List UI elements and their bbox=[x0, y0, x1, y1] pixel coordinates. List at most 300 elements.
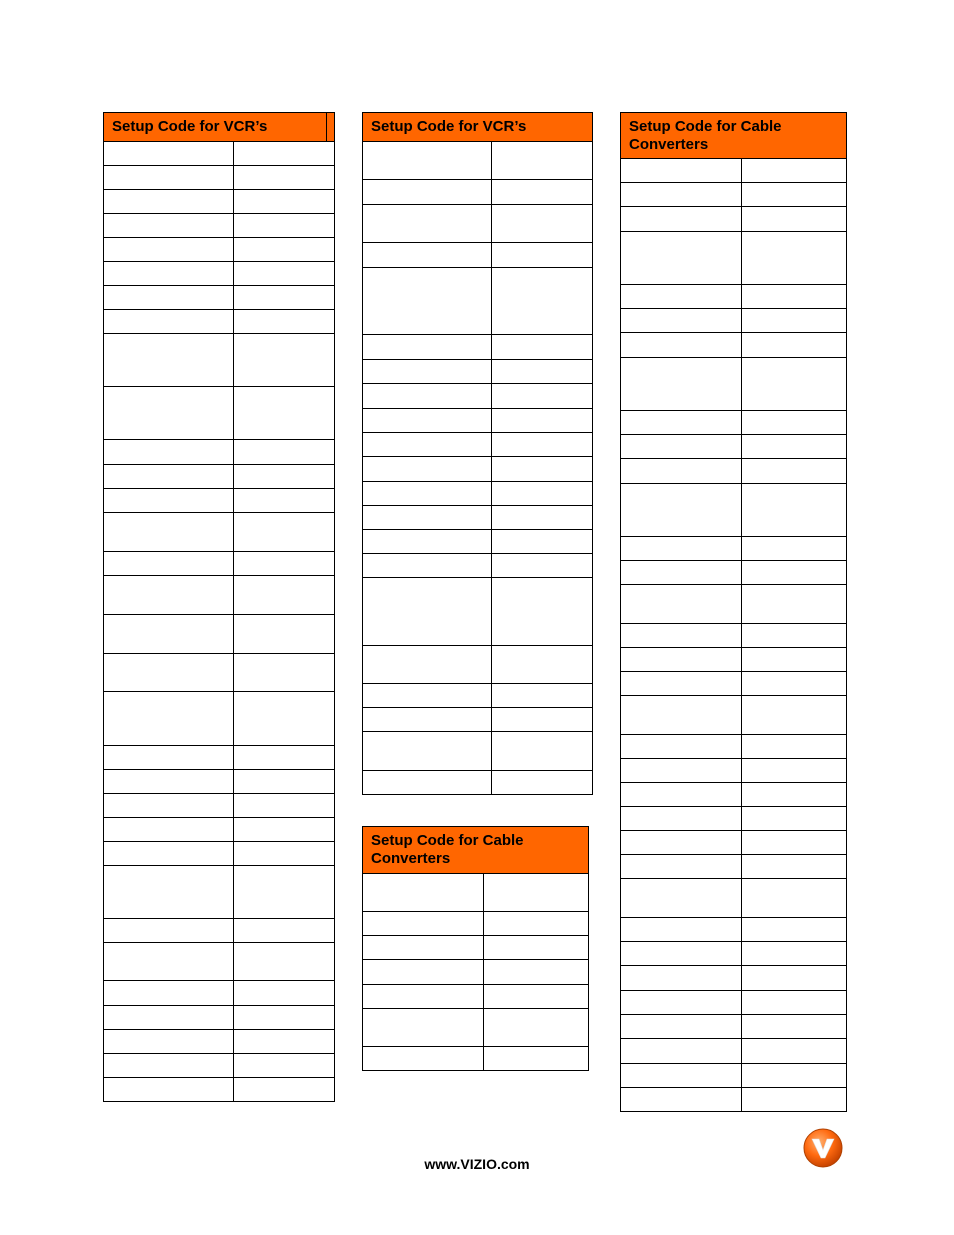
code-cell bbox=[742, 309, 847, 332]
table-row bbox=[621, 1064, 847, 1088]
table-row bbox=[104, 576, 335, 615]
brand-cell bbox=[621, 831, 742, 854]
code-cell bbox=[234, 513, 335, 551]
code-cell bbox=[742, 807, 847, 830]
table-row bbox=[363, 457, 593, 482]
brand-cell bbox=[104, 919, 234, 942]
code-cell bbox=[742, 1039, 847, 1063]
brand-cell bbox=[104, 943, 234, 980]
brand-cell bbox=[104, 654, 234, 691]
table-row bbox=[621, 1039, 847, 1064]
code-cell bbox=[234, 1030, 335, 1053]
code-cell bbox=[492, 708, 593, 731]
brand-cell bbox=[363, 142, 492, 179]
code-cell bbox=[742, 561, 847, 584]
brand-cell bbox=[621, 232, 742, 284]
table-body bbox=[363, 874, 589, 1071]
table-row bbox=[104, 794, 335, 818]
brand-cell bbox=[104, 166, 234, 189]
brand-cell bbox=[363, 457, 492, 481]
code-cell bbox=[742, 183, 847, 206]
code-cell bbox=[484, 960, 589, 984]
table-row bbox=[621, 585, 847, 624]
vizio-v-logo-icon bbox=[803, 1128, 843, 1168]
code-cell bbox=[742, 831, 847, 854]
brand-cell bbox=[104, 1030, 234, 1053]
table-title: Setup Code for Cable Converters bbox=[629, 118, 782, 153]
table-row bbox=[104, 1006, 335, 1030]
code-cell bbox=[234, 981, 335, 1005]
table-title: Setup Code for VCR’s bbox=[112, 118, 268, 135]
table-row bbox=[104, 387, 335, 440]
table-row bbox=[363, 384, 593, 409]
code-cell bbox=[234, 866, 335, 918]
code-cell bbox=[492, 433, 593, 456]
code-cell bbox=[742, 1088, 847, 1111]
table-row bbox=[621, 942, 847, 966]
table-row bbox=[363, 530, 593, 554]
cable-codes-table-1 bbox=[362, 826, 589, 1071]
table-row bbox=[104, 489, 335, 513]
table-row bbox=[363, 268, 593, 335]
brand-cell bbox=[621, 735, 742, 758]
code-cell bbox=[234, 238, 335, 261]
table-header bbox=[363, 113, 593, 142]
brand-cell bbox=[104, 1054, 234, 1077]
table-row bbox=[621, 648, 847, 672]
brand-cell bbox=[104, 794, 234, 817]
table-row bbox=[104, 1030, 335, 1054]
table-row bbox=[363, 482, 593, 506]
brand-cell bbox=[621, 309, 742, 332]
brand-cell bbox=[104, 866, 234, 918]
brand-cell bbox=[104, 746, 234, 769]
table-row bbox=[104, 552, 335, 576]
brand-cell bbox=[104, 576, 234, 614]
code-cell bbox=[742, 232, 847, 284]
table-row bbox=[621, 159, 847, 183]
brand-cell bbox=[363, 180, 492, 204]
table-row bbox=[363, 771, 593, 795]
table-header bbox=[104, 113, 335, 142]
code-cell bbox=[742, 285, 847, 308]
brand-cell bbox=[104, 190, 234, 213]
table-row bbox=[363, 985, 589, 1009]
table-row bbox=[363, 578, 593, 646]
code-cell bbox=[492, 578, 593, 645]
brand-cell bbox=[363, 684, 492, 707]
code-cell bbox=[234, 1078, 335, 1101]
table-row bbox=[363, 1047, 589, 1071]
table-row bbox=[621, 672, 847, 696]
brand-cell bbox=[363, 433, 492, 456]
brand-cell bbox=[363, 771, 492, 794]
brand-cell bbox=[104, 552, 234, 575]
code-cell bbox=[492, 142, 593, 179]
brand-cell bbox=[621, 459, 742, 483]
brand-cell bbox=[363, 960, 484, 984]
code-cell bbox=[234, 262, 335, 285]
code-cell bbox=[234, 818, 335, 841]
code-cell bbox=[742, 411, 847, 434]
code-cell bbox=[742, 783, 847, 806]
brand-cell bbox=[104, 692, 234, 745]
brand-cell bbox=[104, 513, 234, 551]
brand-cell bbox=[621, 672, 742, 695]
brand-cell bbox=[363, 874, 484, 911]
brand-cell bbox=[363, 482, 492, 505]
brand-cell bbox=[621, 918, 742, 941]
table-row bbox=[363, 554, 593, 578]
brand-cell bbox=[363, 205, 492, 242]
table-row bbox=[104, 142, 335, 166]
code-cell bbox=[742, 435, 847, 458]
code-cell bbox=[492, 335, 593, 359]
code-cell bbox=[234, 387, 335, 439]
code-cell bbox=[742, 879, 847, 917]
table-row bbox=[363, 180, 593, 205]
brand-cell bbox=[363, 360, 492, 383]
brand-cell bbox=[363, 912, 484, 935]
table-row bbox=[621, 831, 847, 855]
table-row bbox=[621, 879, 847, 918]
table-row bbox=[104, 919, 335, 943]
code-cell bbox=[742, 672, 847, 695]
table-row bbox=[621, 309, 847, 333]
table-row bbox=[104, 692, 335, 746]
code-cell bbox=[234, 615, 335, 653]
table-body bbox=[621, 159, 847, 1112]
table-header bbox=[621, 113, 847, 159]
code-cell bbox=[742, 333, 847, 357]
table-row bbox=[621, 696, 847, 735]
brand-cell bbox=[621, 435, 742, 458]
table-row bbox=[104, 842, 335, 866]
brand-cell bbox=[363, 708, 492, 731]
brand-cell bbox=[104, 489, 234, 512]
brand-cell bbox=[621, 183, 742, 206]
table-row bbox=[104, 981, 335, 1006]
table-row bbox=[104, 310, 335, 334]
table-row bbox=[363, 874, 589, 912]
table-row bbox=[621, 783, 847, 807]
table-row bbox=[363, 936, 589, 960]
code-cell bbox=[234, 465, 335, 488]
code-cell bbox=[234, 310, 335, 333]
brand-cell bbox=[621, 966, 742, 990]
code-cell bbox=[742, 358, 847, 410]
code-cell bbox=[484, 874, 589, 911]
brand-cell bbox=[363, 732, 492, 770]
code-cell bbox=[234, 842, 335, 865]
table-row bbox=[104, 770, 335, 794]
table-row bbox=[621, 484, 847, 537]
brand-cell bbox=[621, 648, 742, 671]
brand-cell bbox=[104, 770, 234, 793]
brand-cell bbox=[363, 646, 492, 683]
code-cell bbox=[234, 1054, 335, 1077]
table-title: Setup Code for VCR’s bbox=[371, 118, 527, 135]
header-divider bbox=[326, 113, 327, 141]
brand-cell bbox=[621, 561, 742, 584]
table-row bbox=[621, 759, 847, 783]
table-row bbox=[621, 918, 847, 942]
code-cell bbox=[742, 942, 847, 965]
table-row bbox=[363, 433, 593, 457]
code-cell bbox=[492, 482, 593, 505]
code-cell bbox=[492, 268, 593, 334]
table-row bbox=[104, 334, 335, 387]
table-row bbox=[621, 991, 847, 1015]
table-row bbox=[104, 746, 335, 770]
brand-cell bbox=[621, 624, 742, 647]
table-row bbox=[621, 966, 847, 991]
code-cell bbox=[234, 440, 335, 464]
code-cell bbox=[492, 506, 593, 529]
brand-cell bbox=[104, 842, 234, 865]
brand-cell bbox=[363, 268, 492, 334]
code-cell bbox=[742, 735, 847, 758]
code-cell bbox=[742, 207, 847, 231]
vcr-codes-table-2 bbox=[362, 112, 593, 795]
brand-cell bbox=[621, 207, 742, 231]
code-cell bbox=[234, 746, 335, 769]
brand-cell bbox=[363, 1009, 484, 1046]
code-cell bbox=[742, 991, 847, 1014]
code-cell bbox=[492, 771, 593, 794]
brand-cell bbox=[621, 759, 742, 782]
brand-cell bbox=[621, 159, 742, 182]
table-row bbox=[363, 1009, 589, 1047]
table-body bbox=[363, 142, 593, 795]
table-row bbox=[104, 615, 335, 654]
code-cell bbox=[742, 966, 847, 990]
brand-cell bbox=[363, 985, 484, 1008]
brand-cell bbox=[621, 358, 742, 410]
brand-cell bbox=[621, 1015, 742, 1038]
code-cell bbox=[742, 624, 847, 647]
brand-cell bbox=[621, 484, 742, 536]
table-row bbox=[363, 409, 593, 433]
table-row bbox=[621, 435, 847, 459]
table-row bbox=[621, 735, 847, 759]
brand-cell bbox=[104, 1078, 234, 1101]
code-cell bbox=[742, 459, 847, 483]
table-row bbox=[363, 684, 593, 708]
code-cell bbox=[484, 912, 589, 935]
brand-cell bbox=[363, 384, 492, 408]
brand-cell bbox=[621, 285, 742, 308]
code-cell bbox=[742, 585, 847, 623]
code-cell bbox=[492, 554, 593, 577]
table-row bbox=[621, 855, 847, 879]
table-row bbox=[104, 513, 335, 552]
code-cell bbox=[234, 334, 335, 386]
table-row bbox=[363, 646, 593, 684]
brand-cell bbox=[104, 465, 234, 488]
brand-cell bbox=[104, 387, 234, 439]
code-cell bbox=[484, 985, 589, 1008]
code-cell bbox=[492, 384, 593, 408]
brand-cell bbox=[104, 615, 234, 653]
brand-cell bbox=[621, 1039, 742, 1063]
brand-cell bbox=[104, 286, 234, 309]
table-row bbox=[363, 243, 593, 268]
code-cell bbox=[234, 214, 335, 237]
table-row bbox=[621, 807, 847, 831]
brand-cell bbox=[363, 530, 492, 553]
footer-url: www.VIZIO.com bbox=[424, 1156, 530, 1172]
table-row bbox=[104, 654, 335, 692]
brand-cell bbox=[104, 214, 234, 237]
code-cell bbox=[234, 190, 335, 213]
code-cell bbox=[492, 205, 593, 242]
table-row bbox=[363, 506, 593, 530]
code-cell bbox=[742, 159, 847, 182]
brand-cell bbox=[621, 879, 742, 917]
table-title: Setup Code for Cable Converters bbox=[371, 832, 524, 867]
table-row bbox=[104, 286, 335, 310]
table-row bbox=[104, 214, 335, 238]
brand-cell bbox=[104, 238, 234, 261]
table-row bbox=[363, 708, 593, 732]
code-cell bbox=[234, 692, 335, 745]
table-row bbox=[621, 537, 847, 561]
code-cell bbox=[234, 166, 335, 189]
code-cell bbox=[234, 919, 335, 942]
table-row bbox=[621, 232, 847, 285]
brand-cell bbox=[621, 537, 742, 560]
code-cell bbox=[742, 696, 847, 734]
code-cell bbox=[234, 286, 335, 309]
code-cell bbox=[742, 759, 847, 782]
table-row bbox=[621, 285, 847, 309]
brand-cell bbox=[621, 411, 742, 434]
code-cell bbox=[492, 646, 593, 683]
code-cell bbox=[492, 530, 593, 553]
table-row bbox=[363, 142, 593, 180]
code-cell bbox=[492, 409, 593, 432]
brand-cell bbox=[104, 1006, 234, 1029]
table-row bbox=[104, 238, 335, 262]
code-cell bbox=[234, 1006, 335, 1029]
table-row bbox=[104, 465, 335, 489]
code-cell bbox=[234, 489, 335, 512]
brand-cell bbox=[621, 783, 742, 806]
brand-cell bbox=[104, 310, 234, 333]
table-row bbox=[104, 818, 335, 842]
code-cell bbox=[492, 243, 593, 267]
brand-cell bbox=[621, 942, 742, 965]
code-cell bbox=[492, 732, 593, 770]
table-row bbox=[363, 732, 593, 771]
table-row bbox=[621, 624, 847, 648]
code-cell bbox=[492, 684, 593, 707]
table-row bbox=[363, 335, 593, 360]
brand-cell bbox=[621, 855, 742, 878]
brand-cell bbox=[621, 585, 742, 623]
table-row bbox=[621, 561, 847, 585]
brand-cell bbox=[363, 506, 492, 529]
code-cell bbox=[492, 457, 593, 481]
table-row bbox=[621, 358, 847, 411]
code-cell bbox=[234, 943, 335, 980]
brand-cell bbox=[621, 991, 742, 1014]
brand-cell bbox=[104, 262, 234, 285]
table-body bbox=[104, 142, 335, 1102]
table-row bbox=[104, 943, 335, 981]
code-cell bbox=[742, 537, 847, 560]
table-row bbox=[621, 1015, 847, 1039]
code-cell bbox=[234, 794, 335, 817]
code-cell bbox=[742, 648, 847, 671]
table-row bbox=[621, 411, 847, 435]
code-cell bbox=[742, 855, 847, 878]
brand-cell bbox=[104, 440, 234, 464]
table-row bbox=[104, 166, 335, 190]
table-row bbox=[363, 360, 593, 384]
brand-cell bbox=[104, 142, 234, 165]
code-cell bbox=[234, 770, 335, 793]
brand-cell bbox=[621, 1064, 742, 1087]
code-cell bbox=[234, 142, 335, 165]
cable-codes-table-2 bbox=[620, 112, 847, 1112]
code-cell bbox=[492, 360, 593, 383]
code-cell bbox=[742, 1015, 847, 1038]
table-row bbox=[363, 205, 593, 243]
code-cell bbox=[234, 552, 335, 575]
brand-cell bbox=[104, 334, 234, 386]
brand-cell bbox=[363, 936, 484, 959]
brand-cell bbox=[104, 981, 234, 1005]
code-cell bbox=[742, 1064, 847, 1087]
table-header bbox=[363, 827, 589, 874]
brand-cell bbox=[621, 807, 742, 830]
table-row bbox=[363, 912, 589, 936]
table-row bbox=[104, 262, 335, 286]
table-row bbox=[621, 1088, 847, 1112]
brand-cell bbox=[363, 243, 492, 267]
brand-cell bbox=[363, 409, 492, 432]
table-row bbox=[621, 183, 847, 207]
brand-cell bbox=[621, 1088, 742, 1111]
code-cell bbox=[484, 1047, 589, 1070]
brand-cell bbox=[621, 333, 742, 357]
table-row bbox=[104, 1054, 335, 1078]
code-cell bbox=[484, 936, 589, 959]
table-row bbox=[363, 960, 589, 985]
brand-cell bbox=[363, 578, 492, 645]
code-cell bbox=[234, 654, 335, 691]
table-row bbox=[621, 333, 847, 358]
brand-cell bbox=[104, 818, 234, 841]
code-cell bbox=[234, 576, 335, 614]
brand-cell bbox=[363, 1047, 484, 1070]
brand-cell bbox=[363, 335, 492, 359]
vcr-codes-table-1 bbox=[103, 112, 335, 1102]
brand-cell bbox=[621, 696, 742, 734]
table-row bbox=[621, 459, 847, 484]
table-row bbox=[104, 866, 335, 919]
table-row bbox=[621, 207, 847, 232]
table-row bbox=[104, 190, 335, 214]
code-cell bbox=[484, 1009, 589, 1046]
brand-cell bbox=[363, 554, 492, 577]
table-row bbox=[104, 1078, 335, 1102]
table-row bbox=[104, 440, 335, 465]
code-cell bbox=[492, 180, 593, 204]
code-cell bbox=[742, 918, 847, 941]
